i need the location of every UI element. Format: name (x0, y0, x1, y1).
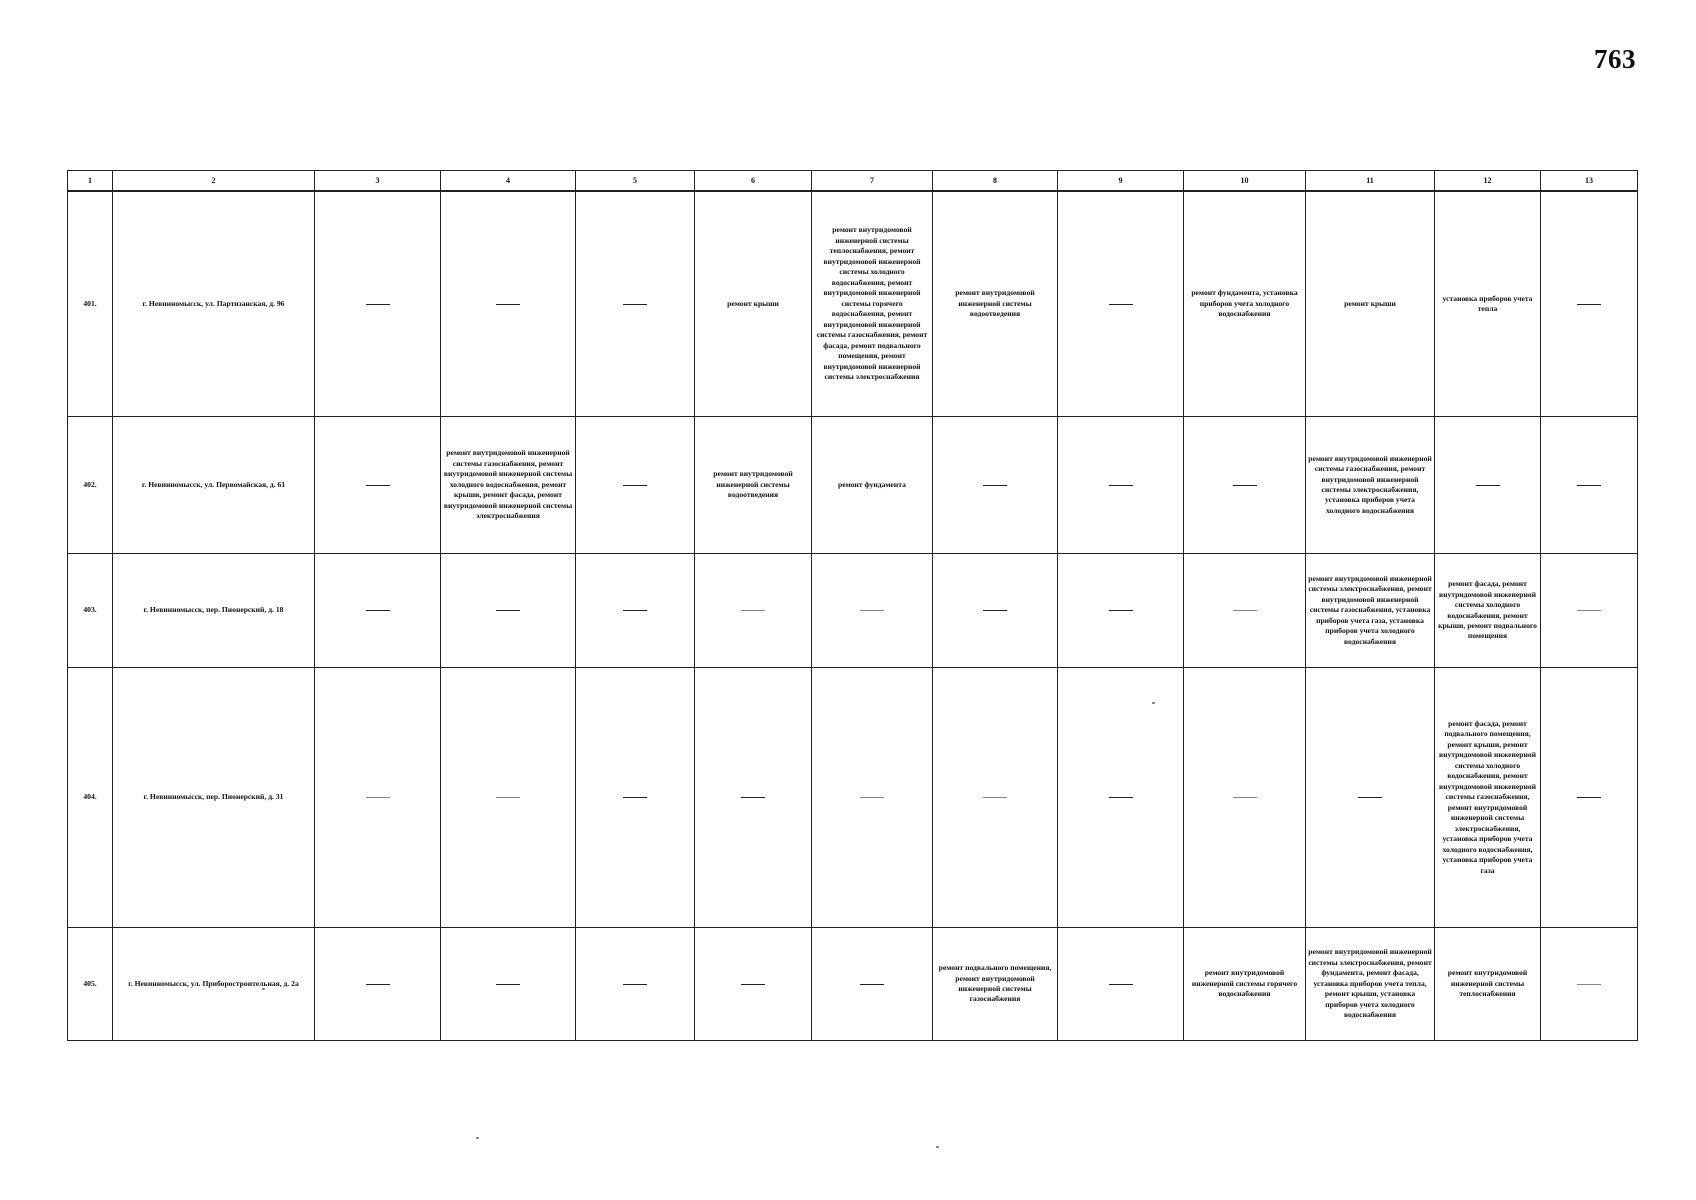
dash-mark (366, 984, 390, 985)
dash-mark (1476, 485, 1500, 486)
column-header: 10 (1184, 171, 1306, 192)
column-header: 5 (576, 171, 695, 192)
column-header: 13 (1541, 171, 1638, 192)
empty-cell (695, 668, 812, 928)
dash-mark (741, 984, 765, 985)
empty-cell (1541, 554, 1638, 668)
empty-cell (1058, 668, 1184, 928)
empty-cell (812, 928, 933, 1041)
empty-cell (1306, 668, 1435, 928)
row-number: 405. (68, 928, 113, 1041)
dash-mark (1577, 610, 1601, 611)
empty-cell (576, 417, 695, 554)
address-cell: г. Невинномысск, пер. Пионерский, д. 31 (113, 668, 315, 928)
dash-mark (741, 610, 765, 611)
column-header: 3 (315, 171, 441, 192)
empty-cell (1058, 928, 1184, 1041)
dash-mark (496, 984, 520, 985)
dash-mark (983, 610, 1007, 611)
dash-mark (1577, 984, 1601, 985)
dash-mark (983, 485, 1007, 486)
empty-cell (933, 668, 1058, 928)
dash-mark (860, 610, 884, 611)
work-cell: ремонт крыши (695, 191, 812, 417)
table-row (68, 417, 1638, 554)
empty-cell (1058, 191, 1184, 417)
column-header: 8 (933, 171, 1058, 192)
column-header: 1 (68, 171, 113, 192)
dash-mark (1358, 797, 1382, 798)
work-cell: ремонт фасада, ремонт подвального помещения, ремонт крыши, ремонт внутридомовой инженерной системы холодного водоснабжения, ремонт внутридомовой инженерной системы газоснабжения, ремонт внутридомовой инженерной системы электроснабжения, установка приборов учета холодного водоснабжения, установка приборов учета газа (1435, 668, 1541, 928)
empty-cell (441, 668, 576, 928)
dash-mark (741, 797, 765, 798)
dash-mark (623, 485, 647, 486)
repair-schedule-table (67, 170, 1638, 1041)
address-cell: г. Невинномысск, ул. Приборостроительная, д. 2а (113, 928, 315, 1041)
work-cell: ремонт внутридомовой инженерной системы электроснабжения, ремонт фундамента, ремонт фасада, установка приборов учета тепла, ремонт крыши, установка приборов учета холодного водоснабжения (1306, 928, 1435, 1041)
dash-mark (1109, 610, 1133, 611)
empty-cell (441, 554, 576, 668)
scan-speck (936, 1146, 939, 1148)
dash-mark (1109, 304, 1133, 305)
empty-cell (1058, 554, 1184, 668)
work-cell: ремонт внутридомовой инженерной системы водоотведения (933, 191, 1058, 417)
dash-mark (496, 797, 520, 798)
work-cell: ремонт внутридомовой инженерной системы газоснабжения, ремонт внутридомовой инженерной системы электроснабжения, установка приборов учета холодного водоснабжения (1306, 417, 1435, 554)
work-cell: ремонт подвального помещения, ремонт внутридомовой инженерной системы газоснабжения (933, 928, 1058, 1041)
column-header: 6 (695, 171, 812, 192)
dash-mark (366, 304, 390, 305)
table-row (68, 191, 1638, 417)
empty-cell (1184, 668, 1306, 928)
work-cell: ремонт внутридомовой инженерной системы водоотведения (695, 417, 812, 554)
scan-speck (476, 1137, 479, 1139)
empty-cell (315, 554, 441, 668)
empty-cell (1541, 928, 1638, 1041)
work-cell: ремонт фундамента (812, 417, 933, 554)
dash-mark (496, 610, 520, 611)
work-cell: ремонт внутридомовой инженерной системы электроснабжения, ремонт внутридомовой инженерной системы газоснабжения, установка приборов учета газа, установка приборов учета холодного водоснабжения (1306, 554, 1435, 668)
empty-cell (1184, 554, 1306, 668)
column-header: 7 (812, 171, 933, 192)
dash-mark (1109, 485, 1133, 486)
work-cell: ремонт крыши (1306, 191, 1435, 417)
empty-cell (576, 554, 695, 668)
dash-mark (623, 610, 647, 611)
table-row (68, 554, 1638, 668)
dash-mark (623, 984, 647, 985)
empty-cell (576, 668, 695, 928)
empty-cell (576, 928, 695, 1041)
table-row (68, 668, 1638, 928)
column-header: 11 (1306, 171, 1435, 192)
empty-cell (695, 928, 812, 1041)
table-row (68, 928, 1638, 1041)
dash-mark (1233, 610, 1257, 611)
empty-cell (933, 417, 1058, 554)
empty-cell (1541, 191, 1638, 417)
work-cell: ремонт внутридомовой инженерной системы теплоснабжения, ремонт внутридомовой инженерной системы холодного водоснабжения, ремонт внутридомовой инженерной системы горячего водоснабжения, ремонт внутридомовой инженерной системы газоснабжения, ремонт фасада, ремонт подвального помещения, ремонт внутридомовой инженерной системы электроснабжения (812, 191, 933, 417)
work-cell: ремонт внутридомовой инженерной системы теплоснабжения (1435, 928, 1541, 1041)
empty-cell (695, 554, 812, 668)
empty-cell (812, 668, 933, 928)
dash-mark (366, 485, 390, 486)
dash-mark (1577, 304, 1601, 305)
row-number: 403. (68, 554, 113, 668)
empty-cell (441, 928, 576, 1041)
row-number: 401. (68, 191, 113, 417)
row-number: 404. (68, 668, 113, 928)
empty-cell (576, 191, 695, 417)
address-cell: г. Невинномысск, ул. Первомайская, д. 61 (113, 417, 315, 554)
dash-mark (983, 797, 1007, 798)
empty-cell (315, 191, 441, 417)
dash-mark (1109, 984, 1133, 985)
empty-cell (1541, 417, 1638, 554)
dash-mark (366, 610, 390, 611)
column-header: 12 (1435, 171, 1541, 192)
empty-cell (1184, 417, 1306, 554)
work-cell: установка приборов учета тепла (1435, 191, 1541, 417)
empty-cell (315, 668, 441, 928)
dash-mark (1577, 485, 1601, 486)
dash-mark (1233, 797, 1257, 798)
empty-cell (441, 191, 576, 417)
address-cell: г. Невинномысск, ул. Партизанская, д. 96 (113, 191, 315, 417)
column-header: 9 (1058, 171, 1184, 192)
dash-mark (1233, 485, 1257, 486)
empty-cell (1058, 417, 1184, 554)
empty-cell (1541, 668, 1638, 928)
address-cell: г. Невинномысск, пер. Пионерский, д. 18 (113, 554, 315, 668)
empty-cell (315, 417, 441, 554)
empty-cell (933, 554, 1058, 668)
row-number: 402. (68, 417, 113, 554)
page-number: 763 (1594, 44, 1636, 74)
dash-mark (496, 304, 520, 305)
work-cell: ремонт фундамента, установка приборов учета холодного водоснабжения (1184, 191, 1306, 417)
work-cell: ремонт фасада, ремонт внутридомовой инженерной системы холодного водоснабжения, ремонт крыши, ремонт подвального помещения (1435, 554, 1541, 668)
work-cell: ремонт внутридомовой инженерной системы горячего водоснабжения (1184, 928, 1306, 1041)
empty-cell (315, 928, 441, 1041)
dash-mark (860, 984, 884, 985)
header-row (68, 171, 1638, 192)
column-header: 4 (441, 171, 576, 192)
dash-mark (623, 797, 647, 798)
dash-mark (623, 304, 647, 305)
dash-mark (366, 797, 390, 798)
dash-mark (860, 797, 884, 798)
empty-cell (812, 554, 933, 668)
column-header: 2 (113, 171, 315, 192)
work-cell: ремонт внутридомовой инженерной системы газоснабжения, ремонт внутридомовой инженерной системы холодного водоснабжения, ремонт крыши, ремонт фасада, ремонт внутридомовой инженерной системы электроснабжения (441, 417, 576, 554)
dash-mark (1577, 797, 1601, 798)
dash-mark (1109, 797, 1133, 798)
empty-cell (1435, 417, 1541, 554)
